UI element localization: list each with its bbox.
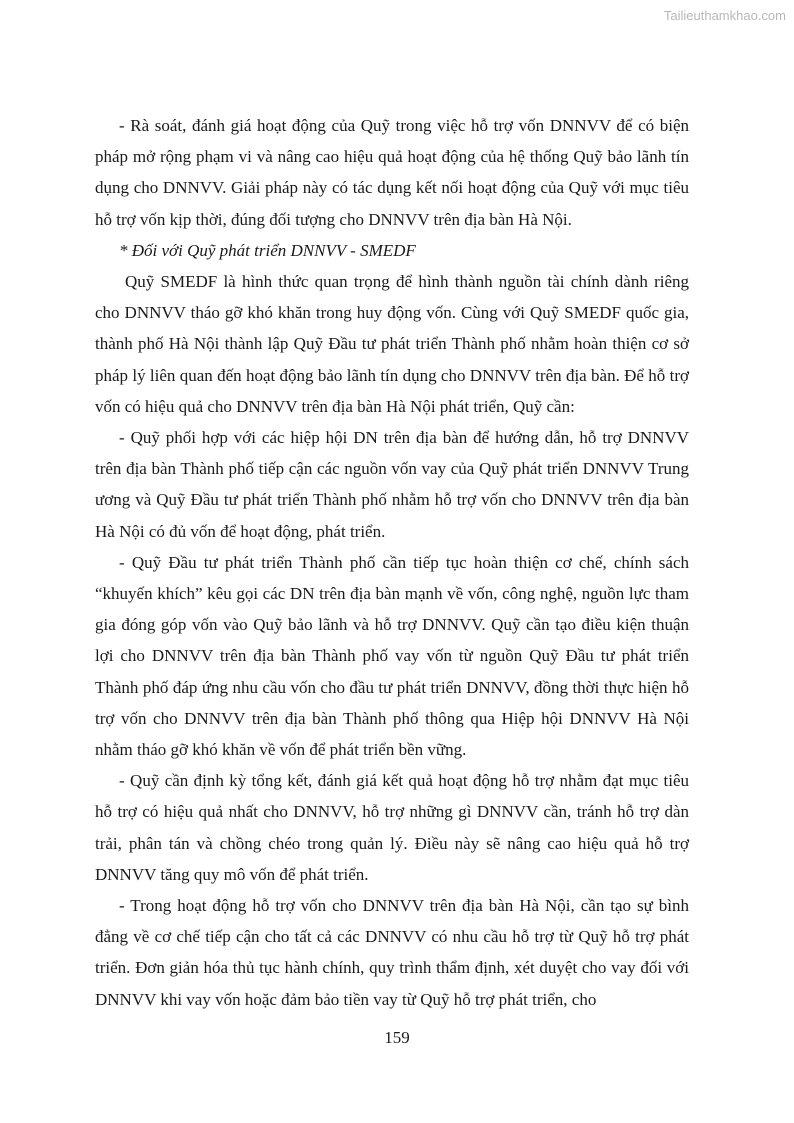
paragraph-fund-coordination: - Quỹ phối hợp với các hiệp hội DN trên địa bàn để hướng dẫn, hỗ trợ DNNVV trên địa bàn Thành phố tiếp cận các nguồn vốn vay của Quỹ phát triển DNNVV Trung ương và Quỹ Đầu tư phát triển Thành phố nhằm hỗ trợ vốn cho DNNVV trên địa bàn Hà Nội có đủ vốn để hoạt động, phát triển. (95, 428, 689, 541)
page-body (95, 110, 689, 1015)
paragraph-review-fund: - Rà soát, đánh giá hoạt động của Quỹ trong việc hỗ trợ vốn DNNVV để có biện pháp mở rộng phạm vi và nâng cao hiệu quả hoạt động của hệ thống Quỹ bảo lãnh tín dụng cho DNNVV. Giải pháp này có tác dụng kết nối hoạt động của Quỹ với mục tiêu hỗ trợ vốn kịp thời, đúng đối tượng cho DNNVV trên địa bàn Hà Nội. (95, 116, 689, 229)
page-number: 159 (384, 1028, 410, 1047)
section-heading-smedf: * Đối với Quỹ phát triển DNNVV - SMEDF (119, 240, 416, 260)
paragraph-periodic-review: - Quỹ cần định kỳ tổng kết, đánh giá kết quả hoạt động hỗ trợ nhằm đạt mục tiêu hỗ trợ có hiệu quả nhất cho DNNVV, hỗ trợ những gì DNNVV cần, tránh hỗ trợ dàn trải, phân tán và chồng chéo trong quản lý. Điều này sẽ nâng cao hiệu quả hỗ trợ DNNVV tăng quy mô vốn để phát triển. (95, 771, 689, 884)
paragraph-equal-access: - Trong hoạt động hỗ trợ vốn cho DNNVV trên địa bàn Hà Nội, cần tạo sự bình đẳng về cơ chế tiếp cận cho tất cả các DNNVV có nhu cầu hỗ trợ từ Quỹ hỗ trợ phát triển. Đơn giản hóa thủ tục hành chính, quy trình thẩm định, xét duyệt cho vay đối với DNNVV khi vay vốn hoặc đảm bảo tiền vay từ Quỹ hỗ trợ phát triển, cho (95, 896, 689, 1009)
paragraph-investment-fund: - Quỹ Đầu tư phát triển Thành phố cần tiếp tục hoàn thiện cơ chế, chính sách “khuyến khích” kêu gọi các DN trên địa bàn mạnh về vốn, công nghệ, nguồn lực tham gia đóng góp vốn vào Quỹ bảo lãnh và hỗ trợ DNNVV. Quỹ cần tạo điều kiện thuận lợi cho DNNVV trên địa bàn Thành phố vay vốn từ nguồn Quỹ Đầu tư phát triển Thành phố đáp ứng nhu cầu vốn cho đầu tư phát triển DNNVV, đồng thời thực hiện hỗ trợ vốn cho DNNVV trên địa bàn Thành phố thông qua Hiệp hội DNNVV Hà Nội nhằm tháo gỡ khó khăn về vốn để phát triển bền vững. (95, 552, 689, 760)
paragraph-smedf-intro: Quỹ SMEDF là hình thức quan trọng để hình thành nguồn tài chính dành riêng cho DNNVV tháo gỡ khó khăn trong huy động vốn. Cùng với Quỹ SMEDF quốc gia, thành phố Hà Nội thành lập Quỹ Đầu tư phát triển Thành phố nhằm hoàn thiện cơ sở pháp lý liên quan đến hoạt động bảo lãnh tín dụng cho DNNVV trên địa bàn. Để hỗ trợ vốn có hiệu quả cho DNNVV trên địa bàn Hà Nội phát triển, Quỹ cần: (95, 272, 689, 416)
watermark: Tailieuthamkhao.com (663, 8, 786, 23)
